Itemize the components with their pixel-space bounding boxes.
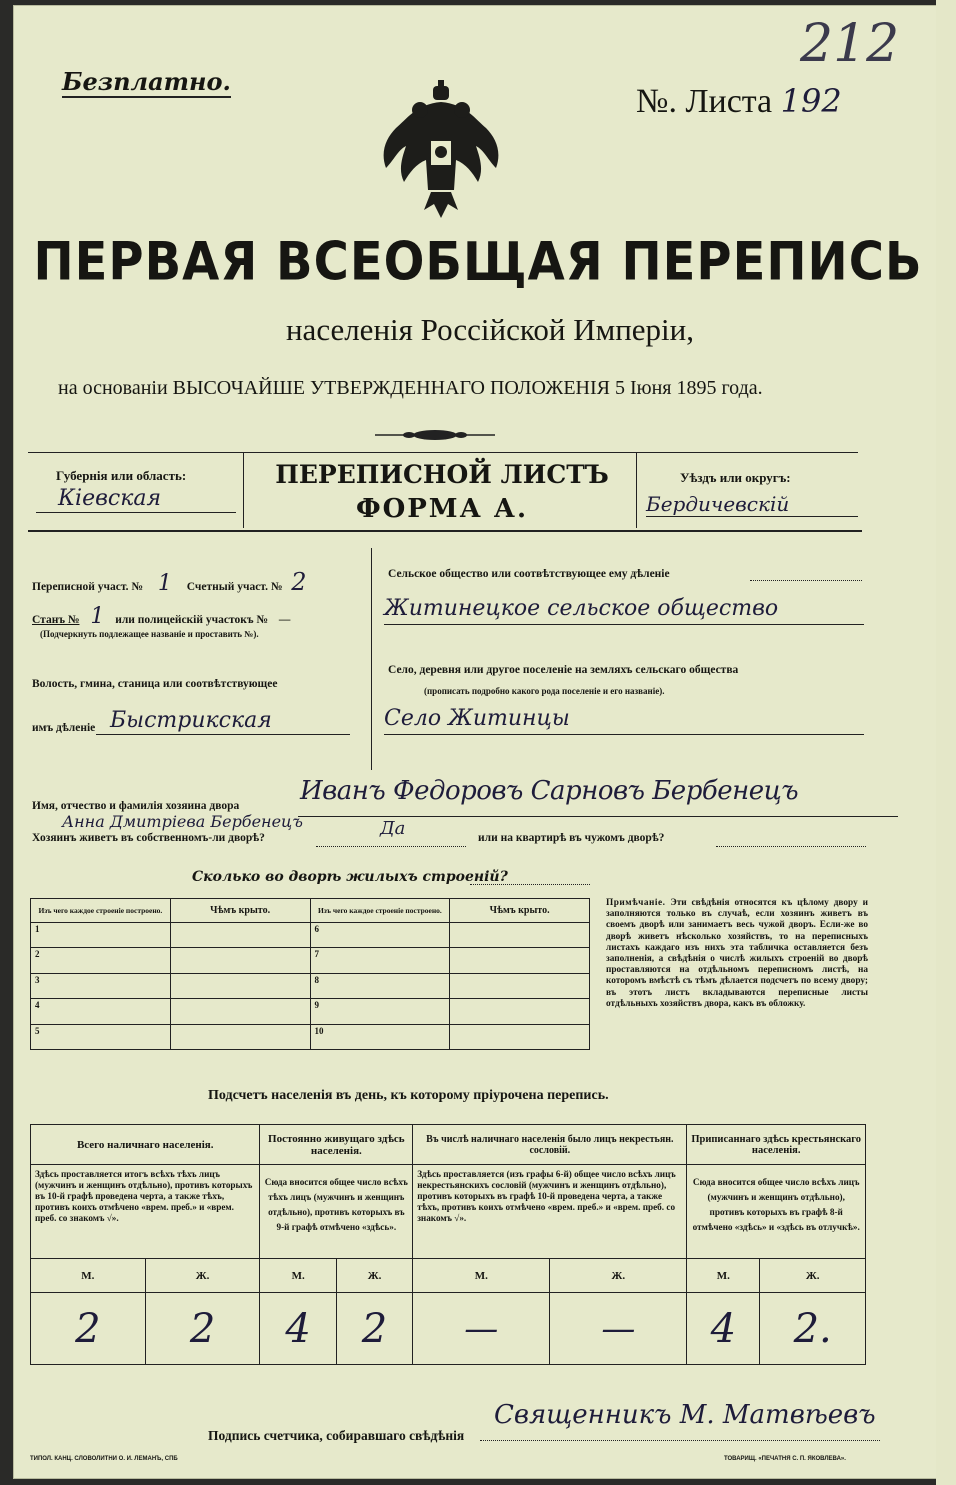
uchastok-value: 1 xyxy=(157,571,172,596)
building-row-10: 10 xyxy=(310,1024,450,1049)
stan-rest-value: — xyxy=(278,614,291,626)
signature-label: Подпись счетчика, собиравшаго свѣдѣнія xyxy=(208,1428,465,1443)
apartment-label: или на квартирѣ въ чужомъ дворѣ? xyxy=(478,832,665,844)
double-eagle-emblem-icon xyxy=(376,80,506,222)
stan-label: Станъ № xyxy=(32,614,80,626)
sheet-number xyxy=(636,82,842,121)
own-house-dots xyxy=(316,846,466,847)
printer-left: ТИПОЛ. КАНЦ. СЛОВОЛИТНИ О. И. ЛЕМАНЪ, СПБ xyxy=(30,1456,178,1462)
count-value-8: 2. xyxy=(760,1293,866,1365)
buildings-col-material: Изъ чего каждое строеніе построено. xyxy=(31,899,171,923)
corner-number: 212 xyxy=(800,14,900,74)
owner-underline xyxy=(298,816,898,817)
signature-dots xyxy=(480,1440,880,1441)
sex-label-m-1: М. xyxy=(31,1259,146,1293)
count-col-4-head: Приписаннаго здѣсь крестьянскаго населенія. xyxy=(687,1125,866,1165)
owner-label: Имя, отчество и фамилія хозяина двора xyxy=(32,800,240,812)
sex-label-m-3: М. xyxy=(413,1259,550,1293)
sex-label-f-4: Ж. xyxy=(760,1259,866,1293)
header-divider-right xyxy=(636,452,637,528)
own-house-value: Да xyxy=(380,818,406,839)
volost-sublabel: имъ дѣленіе xyxy=(32,722,96,734)
volost-value: Быстрикская xyxy=(110,708,272,733)
form-title: ПЕРЕПИСНОЙ ЛИСТЪ xyxy=(275,460,609,489)
gubernia-value: Кіевская xyxy=(58,486,162,511)
buildings-col-roof-2: Чѣмъ крыто. xyxy=(450,899,590,923)
owner-extra: Анна Дмитріева Бербенецъ xyxy=(62,812,303,831)
buildings-table xyxy=(30,898,590,1050)
count-col-2-head: Постоянно живущаго здѣсь населенія. xyxy=(260,1125,413,1165)
stan-rest-label: или полицейскій участокъ № xyxy=(115,614,268,626)
count-value-7: 4 xyxy=(687,1293,760,1365)
middle-divider xyxy=(371,548,372,770)
count-col-3-desc: Здѣсь проставляется (изъ графы 6-й) общее число всѣхъ лицъ некрестьянскихъ сословій (мужчинъ и женщинъ отдѣльно), противъ которыхъ въ графѣ 10-й проведена черта, а также тѣхъ, противъ коихъ отмѣчено «врем. преб.» и «врем. преб. со знакомъ √». xyxy=(413,1165,687,1259)
section-rule xyxy=(28,530,862,532)
uchastok-label: Переписной участ. № xyxy=(32,581,143,593)
owner-value: Иванъ Федоровъ Сарновъ Бербенецъ xyxy=(300,776,799,806)
obshchestvo-underline xyxy=(384,624,864,625)
apartment-dots xyxy=(716,846,866,847)
form-subtitle: ФОРМА А. xyxy=(355,494,529,524)
building-row-2: 2 xyxy=(31,948,171,973)
uezd-label: Уѣздъ или округъ: xyxy=(680,470,791,485)
building-row-5: 5 xyxy=(31,1024,171,1049)
building-row-9: 9 xyxy=(310,999,450,1024)
note-block xyxy=(606,898,868,1010)
header-divider-left xyxy=(243,452,244,528)
page-title: ПЕРВАЯ ВСЕОБЩАЯ ПЕРЕПИСЬ xyxy=(33,231,923,293)
uezd-underline xyxy=(646,516,858,517)
count-value-3: 4 xyxy=(260,1293,336,1365)
gubernia-label: Губернія или область: xyxy=(56,468,187,483)
schet-label: Счетный участ. № xyxy=(186,581,283,593)
population-count-table xyxy=(30,1124,866,1365)
selo-note: (прописать подробно какого рода поселеніе и его названіе). xyxy=(424,686,665,696)
note-title: Примѣчаніе. xyxy=(606,898,666,908)
obshchestvo-dots xyxy=(750,580,862,581)
count-value-2: 2 xyxy=(145,1293,260,1365)
count-col-3-head: Въ числѣ наличнаго населенія было лицъ некрестьян. сословій. xyxy=(413,1125,687,1165)
sex-label-f-3: Ж. xyxy=(550,1259,687,1293)
selo-label: Село, деревня или другое поселеніе на земляхъ сельскаго общества xyxy=(388,664,739,676)
obshchestvo-value: Житинецкое сельское общество xyxy=(384,596,779,621)
sheet-number-label: №. Листа xyxy=(636,83,773,120)
free-label: Безплатно. xyxy=(62,67,231,96)
buildings-col-roof: Чѣмъ крыто. xyxy=(170,899,310,923)
buildings-question: Сколько во дворѣ жилыхъ строеній? xyxy=(192,869,508,885)
schet-value: 2 xyxy=(291,568,307,596)
count-value-6: — xyxy=(550,1293,687,1365)
note-text: Эти свѣдѣнія относятся къ цѣлому двору и заполняются только въ случаѣ, если хозяинъ живетъ въ своемъ дворѣ или занимаетъ весь чужой дворъ. Если-же во дворѣ живетъ нѣсколько хозяйствъ, то на переписныхъ листахъ каждаго изъ нихъ эта табличка оставляется безъ заполненія, а свѣдѣнія о числѣ жилыхъ строеній во дворѣ проставляются на отдѣльномъ переписномъ листѣ, на которомъ вмѣстѣ съ тѣмъ дѣлается подсчетъ по всему двору; въ этотъ листъ вкладываются переписные листы отдѣльныхъ хозяйствъ двора, какъ въ обложку. xyxy=(606,898,869,1009)
stan-note: (Подчеркнуть подлежащее названіе и проставить №). xyxy=(40,629,259,639)
building-row-6: 6 xyxy=(310,923,450,948)
selo-underline xyxy=(384,734,864,735)
building-row-8: 8 xyxy=(310,973,450,998)
count-value-4: 2 xyxy=(336,1293,412,1365)
obshchestvo-label: Сельское общество или соотвѣтствующее ему дѣленіе xyxy=(388,568,670,580)
page-edge xyxy=(936,0,956,1485)
count-value-1: 2 xyxy=(31,1293,146,1365)
volost-underline xyxy=(96,734,350,735)
sex-label-m-4: М. xyxy=(687,1259,760,1293)
sex-label-f-2: Ж. xyxy=(336,1259,412,1293)
ornament-divider-icon xyxy=(375,428,495,442)
count-col-1-desc: Здѣсь проставляется итогъ всѣхъ тѣхъ лицъ (мужчинъ и женщинъ отдѣльно), противъ которыхъ въ 10-й графѣ проведена черта, а также тѣхъ, противъ коихъ отмѣчено «врем. преб.» и «врем. преб. со знакомъ √». xyxy=(31,1165,260,1259)
buildings-dots xyxy=(470,884,590,885)
building-row-4: 4 xyxy=(31,999,171,1024)
count-title: Подсчетъ населенія въ день, къ которому пріурочена перепись. xyxy=(208,1088,609,1103)
buildings-col-material-2: Изъ чего каждое строеніе построено. xyxy=(310,899,450,923)
sex-label-m-2: М. xyxy=(260,1259,336,1293)
basis-line: на основаніи ВЫСОЧАЙШЕ УТВЕРЖДЕННАГО ПОЛОЖЕНІЯ 5 Іюня 1895 года. xyxy=(58,377,763,399)
count-col-1-head: Всего наличнаго населенія. xyxy=(31,1125,260,1165)
sex-label-f-1: Ж. xyxy=(145,1259,260,1293)
printer-right: ТОВАРИЩ. «ПЕЧАТНЯ С. П. ЯКОВЛЕВА». xyxy=(724,1456,846,1462)
uchastok-row xyxy=(32,568,313,596)
building-row-7: 7 xyxy=(310,948,450,973)
gubernia-underline xyxy=(36,512,236,513)
count-value-5: — xyxy=(413,1293,550,1365)
stan-row xyxy=(32,604,290,629)
selo-value: Село Житинцы xyxy=(384,706,570,731)
own-house-label: Хозяинъ живетъ въ собственномъ-ли дворѣ? xyxy=(32,832,265,844)
signature-value: Священникъ М. Матвѣевъ xyxy=(494,1400,876,1430)
volost-label: Волость, гмина, станица или соотвѣтствующее xyxy=(32,678,278,690)
page-subtitle: населенія Россійской Имперіи, xyxy=(285,312,695,347)
count-col-4-desc: Сюда вносится общее число всѣхъ лицъ (мужчинъ и женщинъ отдѣльно), противъ которыхъ въ графѣ 8-й отмѣчено «здѣсь» и «здѣсь въ отлучкѣ». xyxy=(687,1165,866,1259)
sheet-number-value: 192 xyxy=(780,82,842,120)
building-row-1: 1 xyxy=(31,923,171,948)
building-row-3: 3 xyxy=(31,973,171,998)
stan-value: 1 xyxy=(90,604,105,629)
uezd-value: Бердичевскій xyxy=(646,492,790,516)
header-rule xyxy=(28,452,858,453)
count-col-2-desc: Сюда вносится общее число всѣхъ тѣхъ лицъ (мужчинъ и женщинъ отдѣльно), противъ которыхъ въ 9-й графѣ отмѣчено «здѣсь». xyxy=(260,1165,413,1259)
